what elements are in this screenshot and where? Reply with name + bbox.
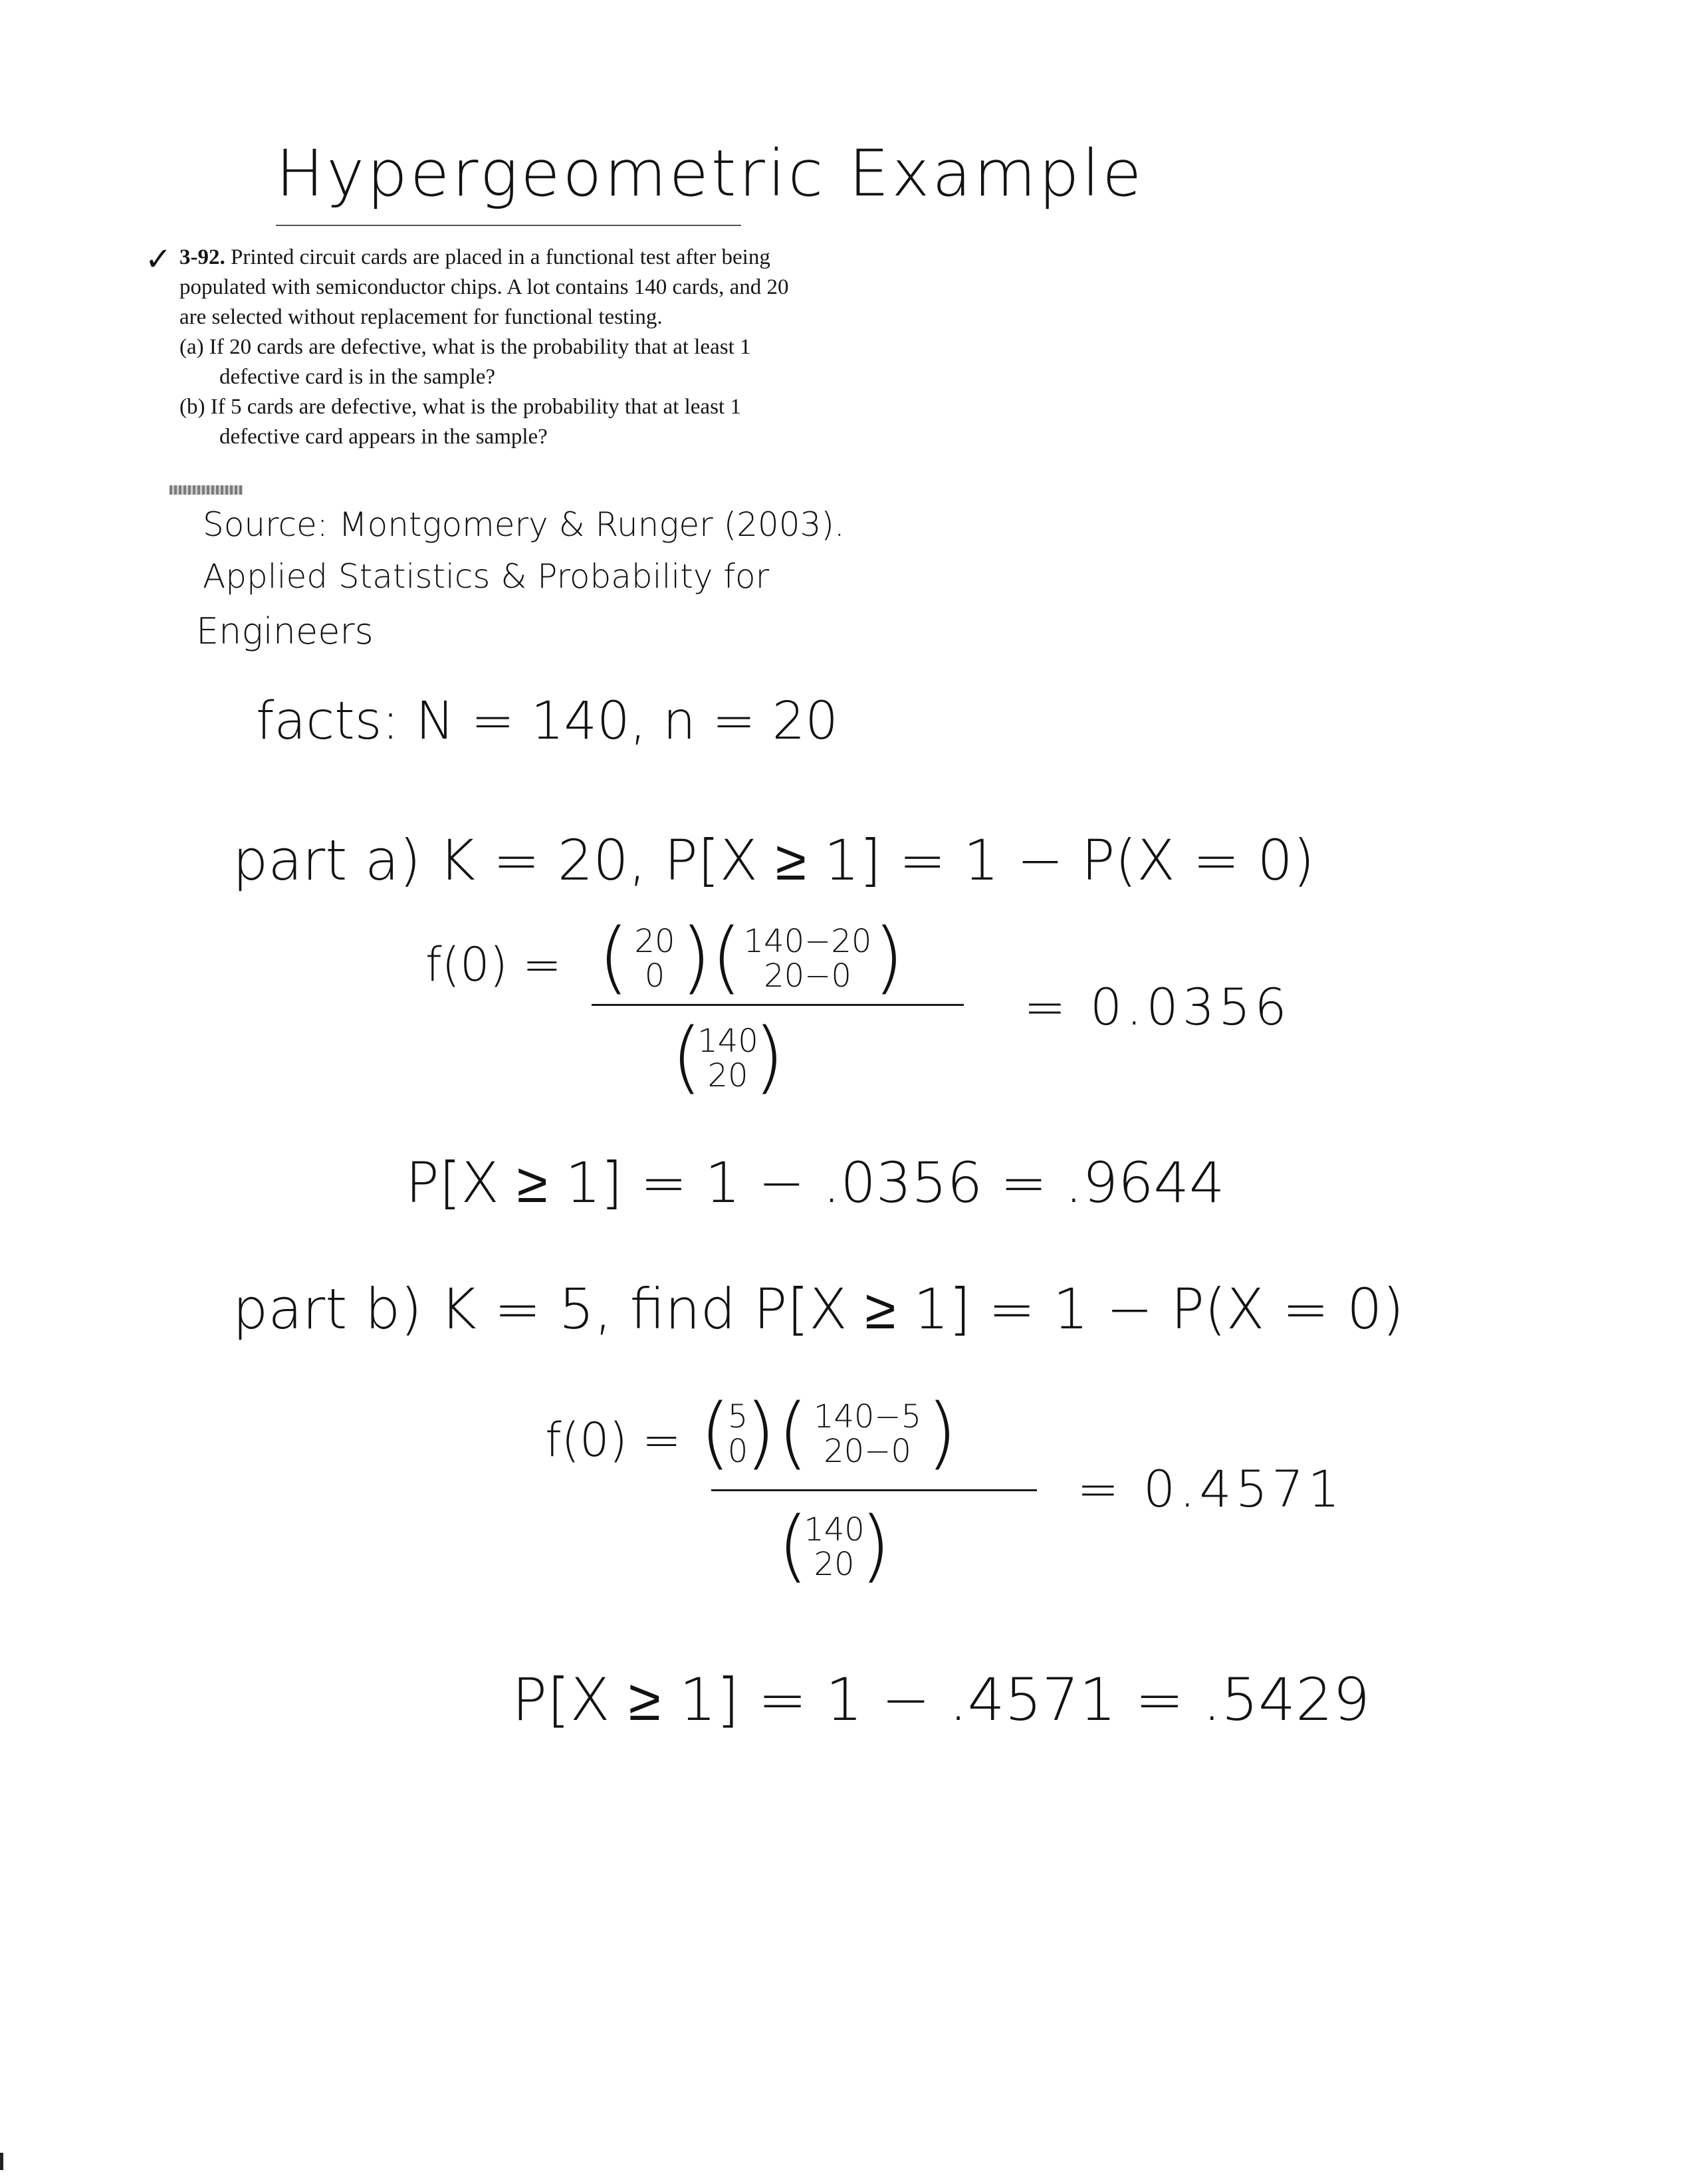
page-title: Hypergeometric Example bbox=[276, 136, 1145, 211]
part-b-binom-2: ( 140−5 20−0 ) bbox=[778, 1386, 957, 1478]
problem-part-a: (a) If 20 cards are defective, what is the probability that at least 1 defective card is in the sample? bbox=[179, 335, 751, 389]
part-a-result: = 0.0356 bbox=[1024, 977, 1291, 1036]
part-b-result: = 0.4571 bbox=[1077, 1459, 1344, 1518]
binom-bottom: 20 bbox=[707, 1057, 748, 1094]
part-b-binom-1: ( 5 0 ) bbox=[700, 1386, 776, 1478]
fraction-bar bbox=[592, 1004, 964, 1006]
part-a-final: P[X ≥ 1] = 1 − .0356 = .9644 bbox=[405, 1150, 1225, 1215]
part-b-setup: part b) K = 5, find P[X ≥ 1] = 1 − P(X = 0) bbox=[233, 1276, 1405, 1342]
part-b-f-label: f(0) = bbox=[545, 1413, 681, 1467]
binom-top: 140−20 bbox=[743, 923, 872, 960]
problem-statement-text: Printed circuit cards are placed in a functional test after being populated with semiconductor chips. A lot contains 140 cards, and 20 are selected without replacement for functional testing. bbox=[179, 245, 789, 329]
part-a-setup: part a) K = 20, P[X ≥ 1] = 1 − P(X = 0) bbox=[233, 828, 1315, 893]
source-line-2: Applied Statistics & Probability for bbox=[203, 557, 770, 596]
fraction-bar bbox=[711, 1489, 1037, 1491]
part-a-f-label: f(0) = bbox=[425, 937, 562, 992]
binom-bottom: 0 bbox=[644, 957, 665, 995]
title-underline bbox=[276, 225, 741, 226]
source-line-1: Source: Montgomery & Runger (2003). bbox=[203, 505, 845, 544]
part-a-denominator: ( 140 20 ) bbox=[671, 1011, 784, 1102]
binom-top: 20 bbox=[634, 923, 675, 960]
binom-bottom: 20−0 bbox=[764, 957, 851, 995]
problem-statement bbox=[179, 243, 804, 332]
scan-edge-mark bbox=[0, 2153, 3, 2170]
part-b-final: P[X ≥ 1] = 1 − .4571 = .5429 bbox=[512, 1665, 1371, 1734]
binom-bottom: 0 bbox=[727, 1433, 748, 1470]
scan-smudge bbox=[169, 485, 243, 495]
binom-bottom: 20−0 bbox=[824, 1433, 911, 1470]
problem-number: 3-92. bbox=[179, 245, 225, 269]
check-mark-icon: ✓ bbox=[145, 241, 172, 278]
binom-top: 5 bbox=[727, 1398, 748, 1435]
part-b-denominator: ( 140 20 ) bbox=[778, 1499, 891, 1591]
problem-part-b: (b) If 5 cards are defective, what is the probability that at least 1 defective card appears in the sample? bbox=[179, 395, 741, 449]
part-a-binom-1: ( 20 0 ) bbox=[598, 911, 711, 1003]
facts-line: facts: N = 140, n = 20 bbox=[256, 691, 838, 751]
binom-bottom: 20 bbox=[814, 1546, 855, 1583]
source-line-3: Engineers bbox=[196, 610, 374, 652]
binom-top: 140 bbox=[804, 1511, 865, 1548]
part-b-fraction bbox=[545, 1383, 1409, 1596]
binom-top: 140−5 bbox=[813, 1398, 922, 1435]
problem-text-block bbox=[179, 243, 804, 452]
part-a-binom-2: ( 140−20 20−0 ) bbox=[711, 911, 904, 1003]
binom-top: 140 bbox=[697, 1023, 758, 1060]
part-a-fraction bbox=[425, 911, 1356, 1110]
